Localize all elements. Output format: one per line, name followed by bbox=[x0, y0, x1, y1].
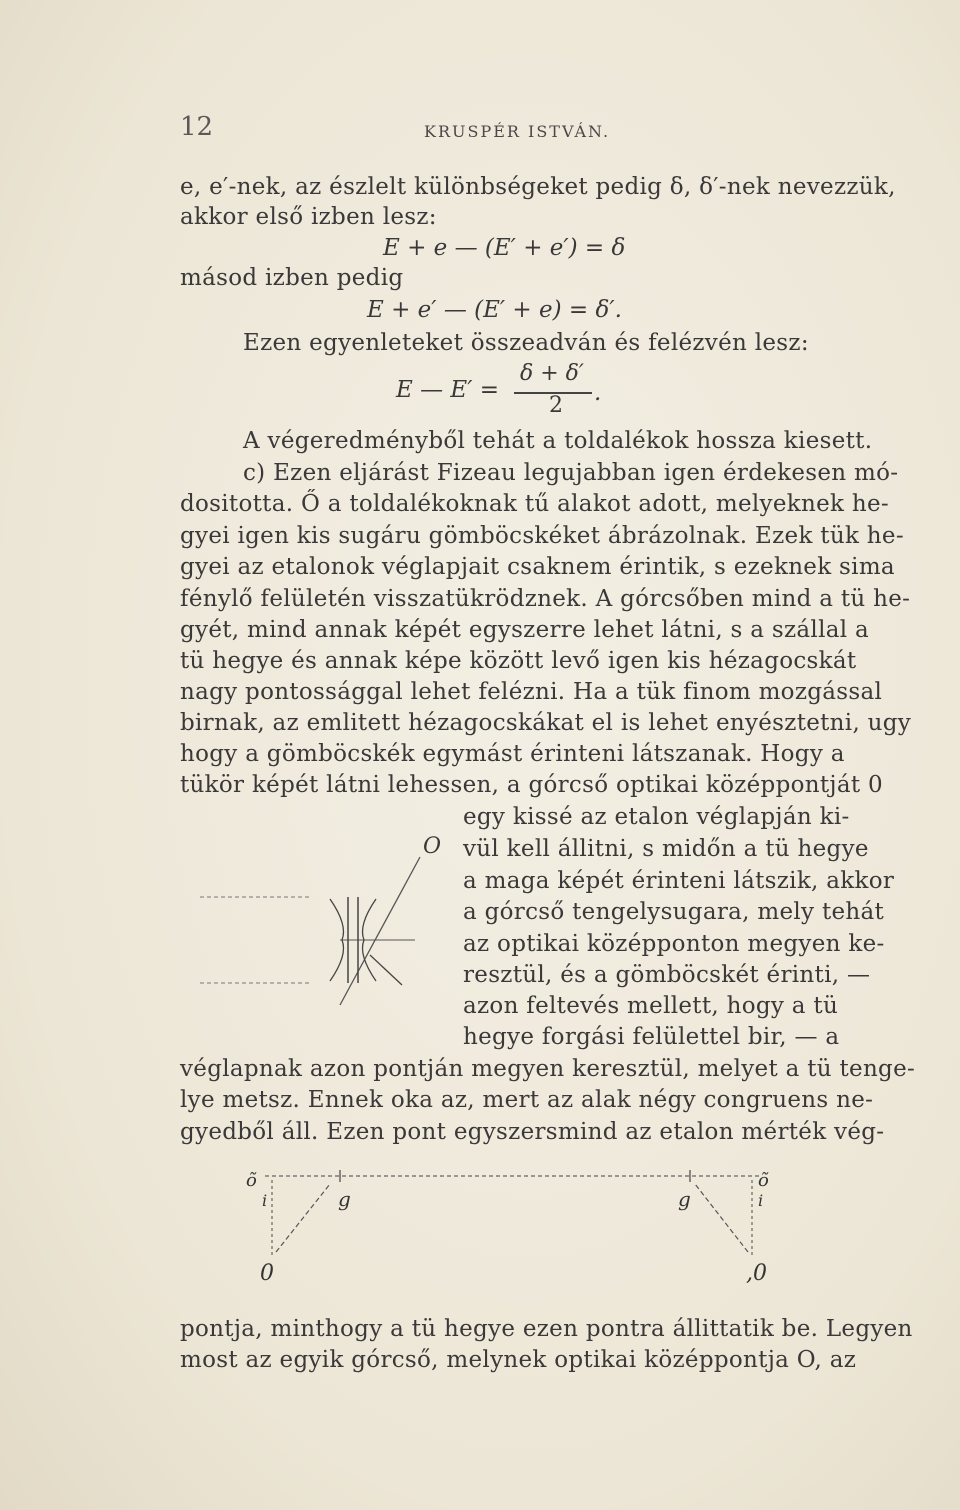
text-line: gyét, mind annak képét egyszerre lehet látni, s a szállal a bbox=[180, 617, 870, 643]
equation-2: E + e′ — (E′ + e) = δ′. bbox=[367, 297, 622, 323]
text-line: gyei igen kis sugáru gömböcskéket ábrázolnak. Ezek tük he- bbox=[180, 523, 904, 549]
label-bl: 0 bbox=[260, 1261, 274, 1286]
equation-3-left: E — E′ = bbox=[396, 377, 500, 403]
text-line: az optikai középponton megyen ke- bbox=[463, 931, 885, 957]
text-line: hogy a gömböcskék egymást érinteni látszanak. Hogy a bbox=[180, 741, 845, 767]
text-line: egy kissé az etalon véglapján ki- bbox=[463, 804, 850, 830]
text-line: birnak, az emlitett hézagocskákat el is lehet enyésztetni, ugy bbox=[180, 710, 912, 736]
text-line: Ezen egyenleteket összeadván és felézvén lesz: bbox=[243, 330, 809, 356]
text-line: azon feltevés mellett, hogy a tü bbox=[463, 993, 839, 1019]
text-line: resztül, és a gömböcskét érinti, — bbox=[463, 962, 871, 988]
label-g2: g bbox=[678, 1187, 691, 1211]
text-line: a górcső tengelysugara, mely tehát bbox=[463, 899, 885, 925]
text-line: másod izben pedig bbox=[180, 265, 404, 291]
text-line: a maga képét érinteni látszik, akkor bbox=[463, 868, 895, 894]
right-diagonal bbox=[695, 1184, 748, 1252]
needle-tip-figure bbox=[190, 825, 460, 1025]
equation-3-numerator: δ + δ′ bbox=[520, 361, 584, 386]
text-line: A végeredményből tehát a toldalékok hossza kiesett. bbox=[243, 428, 873, 454]
equation-3-end: . bbox=[594, 380, 602, 406]
text-line: tükör képét látni lehessen, a górcső optikai középpontját 0 bbox=[180, 772, 883, 798]
equation-3-denominator: 2 bbox=[549, 393, 563, 418]
text-line: fénylő felületén visszatükrödznek. A górcsőben mind a tü he- bbox=[180, 586, 911, 612]
measuring-figure bbox=[240, 1162, 800, 1292]
label-br: ,0 bbox=[746, 1261, 767, 1286]
text-line: gyei az etalonok véglapjait csaknem érintik, s ezeknek sima bbox=[180, 554, 895, 580]
text-line: most az egyik górcső, melynek optikai középpontja O, az bbox=[180, 1347, 857, 1373]
label-tl: õ bbox=[246, 1170, 257, 1191]
label-g: g bbox=[338, 1187, 351, 1211]
page-number: 12 bbox=[180, 112, 214, 142]
text-line: gyedből áll. Ezen pont egyszersmind az etalon mérték vég- bbox=[180, 1119, 885, 1145]
needle-tip-left bbox=[330, 899, 344, 981]
text-line: e, e′-nek, az észlelt különbségeket pedig δ, δ′-nek nevezzük, bbox=[180, 174, 896, 200]
text-line: tü hegye és annak képe között levő igen kis hézagocskát bbox=[180, 648, 857, 674]
label-tr2: i bbox=[758, 1191, 764, 1210]
text-line: véglapnak azon pontján megyen keresztül, melyet a tü tenge- bbox=[180, 1056, 916, 1082]
diagonal-line bbox=[370, 955, 402, 985]
figure-label-o: O bbox=[423, 834, 442, 859]
text-line: c) Ezen eljárást Fizeau legujabban igen érdekesen mó- bbox=[243, 460, 899, 486]
left-diagonal bbox=[276, 1184, 330, 1252]
equation-1: E + e — (E′ + e′) = δ bbox=[383, 235, 626, 261]
text-line: dositotta. Ő a toldalékoknak tű alakot adott, melyeknek he- bbox=[180, 491, 889, 517]
axis-ray-line bbox=[340, 857, 420, 1005]
text-line: nagy pontossággal lehet felézni. Ha a tük finom mozgással bbox=[180, 679, 883, 705]
running-title: KRUSPÉR ISTVÁN. bbox=[424, 122, 611, 141]
label-tr: õ bbox=[758, 1170, 769, 1191]
text-line: lye metsz. Ennek oka az, mert az alak négy congruens ne- bbox=[180, 1087, 874, 1113]
text-line: vül kell állitni, s midőn a tü hegye bbox=[463, 836, 869, 862]
text-line: akkor első izben lesz: bbox=[180, 204, 437, 230]
text-line: hegye forgási felülettel bir, — a bbox=[463, 1024, 840, 1050]
text-line: pontja, minthogy a tü hegye ezen pontra állittatik be. Legyen bbox=[180, 1316, 913, 1342]
label-tl2: i bbox=[262, 1191, 268, 1210]
